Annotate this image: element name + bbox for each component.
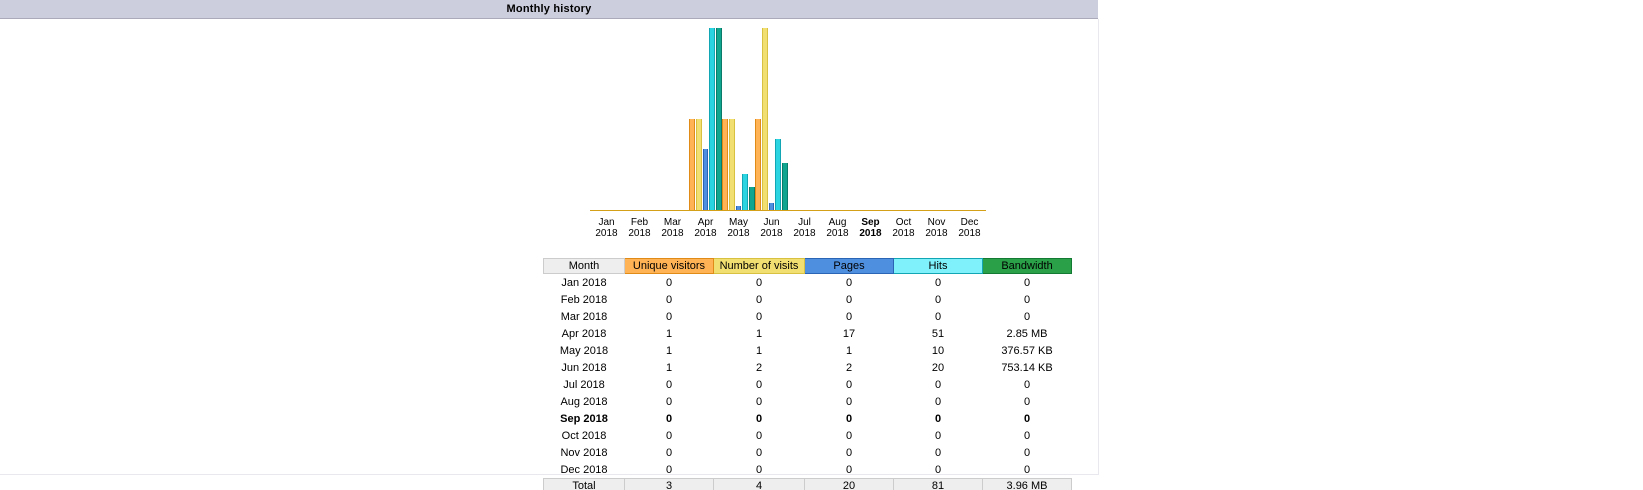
chart-x-label-line: Aug (828, 217, 847, 228)
chart-month-group (623, 20, 656, 210)
chart-x-label-line: Jun (763, 217, 780, 228)
monthly-history-chart (590, 19, 986, 239)
row-hits: 0 (934, 276, 942, 289)
chart-x-label-line: Jul (798, 217, 811, 228)
chart-x-label-line: Nov (927, 217, 946, 228)
row-pages: 1 (845, 344, 853, 357)
row-month: Jan 2018 (561, 276, 607, 289)
row-month: Feb 2018 (560, 293, 608, 306)
row-pages: 0 (845, 412, 853, 425)
chart-x-label-line: Dec (960, 217, 979, 228)
total-pages: 20 (805, 479, 894, 490)
row-visits: 0 (755, 293, 763, 306)
row-unique: 0 (665, 378, 673, 391)
total-label: Total (544, 479, 625, 490)
monthly-history-table (543, 258, 1072, 490)
row-pages: 0 (845, 378, 853, 391)
row-bandwidth: 0 (1023, 310, 1031, 323)
row-bandwidth: 0 (1023, 463, 1031, 476)
row-unique: 0 (665, 463, 673, 476)
panel-title-bar (0, 0, 1098, 19)
chart-month-group (854, 20, 887, 210)
row-hits: 0 (934, 446, 942, 459)
row-pages: 0 (845, 446, 853, 459)
row-hits: 0 (934, 293, 942, 306)
row-month: Oct 2018 (561, 429, 607, 442)
row-visits: 0 (755, 395, 763, 408)
row-bandwidth: 0 (1023, 378, 1031, 391)
row-pages: 0 (845, 395, 853, 408)
row-visits: 0 (755, 429, 763, 442)
chart-x-label-line: 2018 (925, 228, 948, 239)
column-header-pages: Pages (805, 259, 894, 274)
chart-x-label-line: Feb (630, 217, 649, 228)
row-bandwidth: 0 (1023, 429, 1031, 442)
chart-bar-pages (769, 203, 775, 210)
row-hits: 51 (931, 327, 945, 340)
chart-month-group (722, 20, 755, 210)
row-month: Jul 2018 (563, 378, 605, 391)
chart-bar-unique (689, 119, 695, 210)
row-bandwidth: 0 (1023, 412, 1031, 425)
chart-x-label (854, 217, 887, 239)
row-pages: 17 (842, 327, 856, 340)
row-bandwidth: 2.85 MB (1006, 327, 1048, 340)
chart-month-group (788, 20, 821, 210)
chart-x-label-line: 2018 (694, 228, 717, 239)
chart-month-group (590, 20, 623, 210)
chart-x-label-line: 2018 (595, 228, 618, 239)
chart-x-label-line: 2018 (760, 228, 783, 239)
row-hits: 0 (934, 378, 942, 391)
column-header-hits: Hits (894, 259, 983, 274)
row-bandwidth: 0 (1023, 446, 1031, 459)
row-unique: 1 (665, 361, 673, 374)
row-pages: 0 (845, 429, 853, 442)
table-row (544, 461, 1072, 479)
row-visits: 0 (755, 463, 763, 476)
row-month: May 2018 (559, 344, 609, 357)
total-visits: 4 (714, 479, 805, 490)
panel-content (0, 19, 1099, 490)
row-visits: 0 (755, 276, 763, 289)
total-bandwidth: 3.96 MB (983, 479, 1072, 490)
row-unique: 0 (665, 412, 673, 425)
chart-x-label (722, 217, 755, 239)
row-visits: 2 (755, 361, 763, 374)
chart-bar-visits (762, 28, 768, 210)
chart-x-label-line: Apr (697, 217, 714, 228)
chart-month-group (656, 20, 689, 210)
chart-x-label-line: Sep (861, 217, 880, 228)
row-month: Sep 2018 (560, 412, 608, 425)
column-header-bandwidth: Bandwidth (983, 259, 1072, 274)
row-month: Mar 2018 (560, 310, 608, 323)
row-pages: 0 (845, 276, 853, 289)
row-hits: 0 (934, 429, 942, 442)
row-hits: 0 (934, 395, 942, 408)
chart-bar-hits (709, 28, 715, 210)
chart-x-label-line: May (729, 217, 748, 228)
row-visits: 1 (755, 344, 763, 357)
row-unique: 1 (665, 344, 673, 357)
row-unique: 0 (665, 310, 673, 323)
chart-month-group (755, 20, 788, 210)
table-row (544, 410, 1072, 427)
row-unique: 0 (665, 276, 673, 289)
chart-month-group (887, 20, 920, 210)
chart-month-group (821, 20, 854, 210)
total-unique: 3 (625, 479, 714, 490)
row-hits: 20 (931, 361, 945, 374)
table-total-row (544, 479, 1072, 490)
row-visits: 0 (755, 378, 763, 391)
row-hits: 0 (934, 463, 942, 476)
chart-x-label (590, 217, 623, 239)
chart-x-label-line: 2018 (661, 228, 684, 239)
row-month: Dec 2018 (560, 463, 608, 476)
chart-month-group (689, 20, 722, 210)
chart-x-label-line: 2018 (892, 228, 915, 239)
row-unique: 0 (665, 446, 673, 459)
row-month: Nov 2018 (560, 446, 608, 459)
chart-x-label (623, 217, 656, 239)
row-pages: 0 (845, 310, 853, 323)
column-header-month: Month (544, 259, 625, 274)
row-unique: 0 (665, 429, 673, 442)
table-row (544, 325, 1072, 342)
chart-month-group (953, 20, 986, 210)
chart-x-label (887, 217, 920, 239)
chart-x-label (920, 217, 953, 239)
page-title: Monthly history (506, 3, 592, 15)
column-header-visits: Number of visits (714, 259, 805, 274)
chart-x-label (689, 217, 722, 239)
table-row (544, 308, 1072, 325)
column-header-unique: Unique visitors (625, 259, 714, 274)
chart-month-group (920, 20, 953, 210)
row-hits: 0 (934, 412, 942, 425)
chart-x-label-line: Oct (895, 217, 912, 228)
table-row (544, 274, 1072, 292)
chart-bar-pages (703, 149, 709, 210)
row-bandwidth: 376.57 KB (1001, 344, 1053, 357)
chart-x-label (788, 217, 821, 239)
row-visits: 0 (755, 446, 763, 459)
row-hits: 0 (934, 310, 942, 323)
chart-bar-unique (755, 119, 761, 210)
table-row (544, 444, 1072, 461)
row-visits: 0 (755, 412, 763, 425)
total-hits: 81 (894, 479, 983, 490)
row-bandwidth: 0 (1023, 276, 1031, 289)
chart-x-label (755, 217, 788, 239)
chart-plot-area (590, 20, 986, 210)
chart-bar-hits (742, 174, 748, 210)
chart-x-label-line: 2018 (628, 228, 651, 239)
chart-bar-hits (775, 139, 781, 210)
chart-x-label-line: 2018 (727, 228, 750, 239)
row-unique: 0 (665, 395, 673, 408)
table-row (544, 291, 1072, 308)
row-month: Apr 2018 (561, 327, 607, 340)
table-row (544, 342, 1072, 359)
chart-x-label-line: 2018 (793, 228, 816, 239)
chart-x-label-line: Jan (598, 217, 615, 228)
chart-bar-visits (696, 119, 702, 210)
row-hits: 10 (931, 344, 945, 357)
table-row (544, 427, 1072, 444)
chart-x-label-line: Mar (663, 217, 682, 228)
chart-x-label-line: 2018 (826, 228, 849, 239)
row-visits: 1 (755, 327, 763, 340)
row-unique: 1 (665, 327, 673, 340)
table-row (544, 359, 1072, 376)
chart-bar-visits (729, 119, 735, 210)
chart-x-label (656, 217, 689, 239)
row-bandwidth: 753.14 KB (1001, 361, 1053, 374)
row-pages: 0 (845, 293, 853, 306)
row-bandwidth: 0 (1023, 293, 1031, 306)
chart-x-axis (590, 210, 986, 211)
row-pages: 0 (845, 463, 853, 476)
chart-x-label-line: 2018 (958, 228, 981, 239)
chart-x-label-line: 2018 (859, 228, 882, 239)
chart-bar-unique (722, 119, 728, 210)
chart-x-axis-labels (590, 217, 986, 239)
row-bandwidth: 0 (1023, 395, 1031, 408)
row-month: Aug 2018 (560, 395, 608, 408)
row-unique: 0 (665, 293, 673, 306)
table-header-row (544, 259, 1072, 274)
table-row (544, 376, 1072, 393)
row-visits: 0 (755, 310, 763, 323)
chart-x-label (821, 217, 854, 239)
table-row (544, 393, 1072, 410)
row-month: Jun 2018 (561, 361, 607, 374)
row-pages: 2 (845, 361, 853, 374)
chart-x-label (953, 217, 986, 239)
